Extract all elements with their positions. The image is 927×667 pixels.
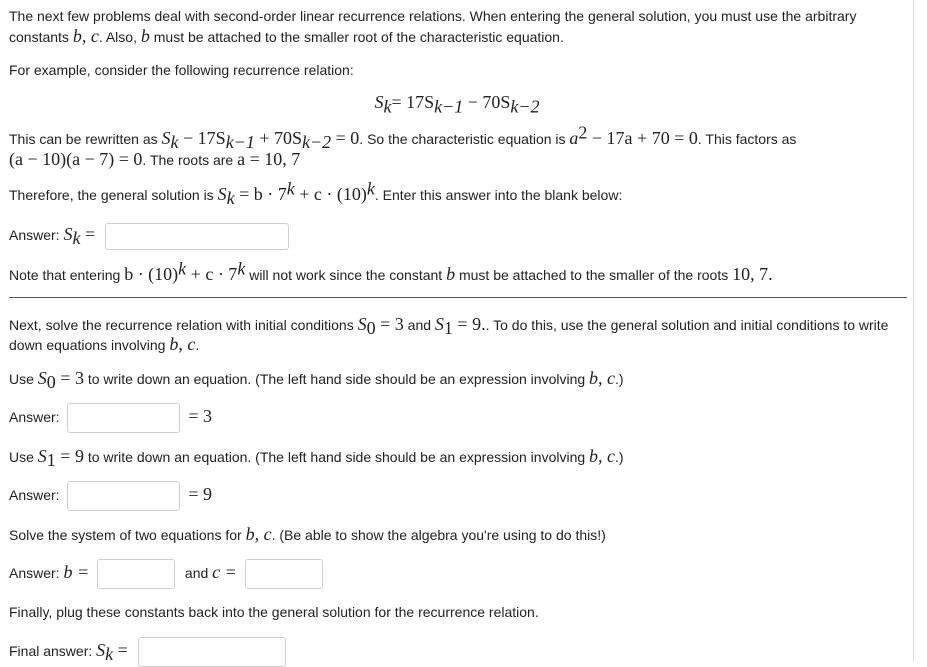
intro-line-1: The next few problems deal with second-order linear recurrence relations. When entering the general solution, you must use the arbitrary [9, 8, 857, 24]
final-answer-input[interactable] [138, 637, 286, 667]
solve-line: Solve the system of two equations for b, c. (Be able to show the algebra you're using to do this!) [9, 524, 606, 544]
use-s1-line: Use $S_1 = 9$ to write down an equation. (The left hand side should be an expression involving b, c.) [9, 446, 624, 470]
b-value-input[interactable] [97, 559, 175, 589]
s1-equation-input[interactable] [67, 481, 180, 511]
c-value-input[interactable] [245, 559, 323, 589]
divider [9, 297, 907, 298]
example-intro: For example, consider the following recurrence relation: [9, 62, 354, 78]
final-answer-row: Final answer: $S_k$ = [9, 636, 905, 667]
answer-s0-row: Answer: = 3 [9, 401, 905, 433]
factors-line: (a − 10)(a − 7) = 0. The roots are a = 10, 7 [9, 149, 301, 169]
answer-bc-row: Answer: b = and c = [9, 557, 905, 589]
intro-line-2: constants b, c. Also, b must be attached to the smaller root of the characteristic equation. [9, 26, 564, 46]
finally-line: Finally, plug these constants back into the general solution for the recurrence relation. [9, 604, 539, 620]
s0-equation-input[interactable] [67, 403, 180, 433]
rewrite-line: This can be rewritten as $S_k - 17S_{k-1} + 70S_{k-2} = 0$. So the characteristic equation is $a^2 - 17a + 70 = 0$. This factors as [9, 122, 797, 152]
answer-s1-row: Answer: = 9 [9, 479, 905, 511]
use-s0-line: Use $S_0 = 3$ to write down an equation. (The left hand side should be an expression involving b, c.) [9, 368, 624, 392]
answer-general-row: Answer: $S_k$ = [9, 220, 905, 250]
note-line: Note that entering $b \cdot (10)^k + c \cdot 7^k$ will not work since the constant b must be attached to the smaller of the roots 10, 7. [9, 258, 773, 284]
general-solution-line: Therefore, the general solution is $S_k = b \cdot 7^k + c \cdot (10)^k$. Enter this answer into the blank below: [9, 178, 623, 208]
next-line-2: down equations involving b, c. [9, 334, 200, 354]
general-solution-input[interactable] [105, 223, 289, 250]
next-line-1: Next, solve the recurrence relation with initial conditions $S_0 = 3$ and $S_1 = 9$.. To do this, use the general solution and initial conditions to write [9, 314, 889, 338]
recurrence-equation: $S_k= 17S_{k-1} - 70S_{k-2}$ [374, 92, 540, 117]
